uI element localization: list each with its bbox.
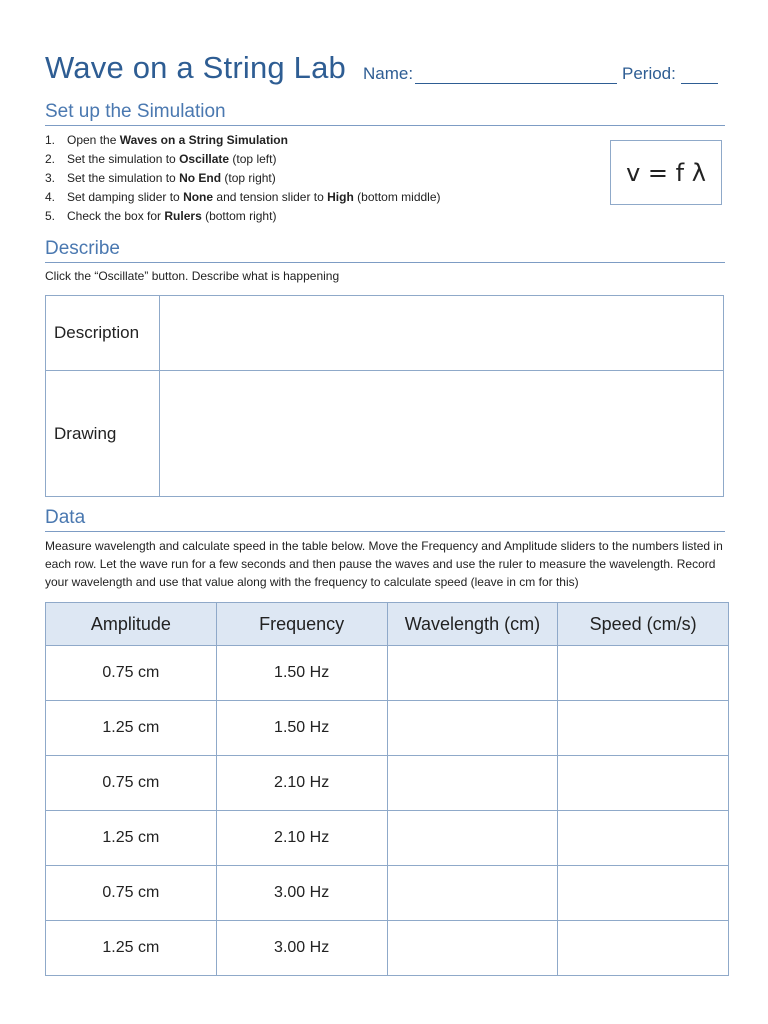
wavelength-cell[interactable] xyxy=(387,866,558,921)
frequency-cell: 2.10 Hz xyxy=(216,811,387,866)
drawing-label: Drawing xyxy=(46,371,160,497)
table-row xyxy=(46,646,729,701)
speed-cell[interactable] xyxy=(558,811,729,866)
frequency-cell: 3.00 Hz xyxy=(216,866,387,921)
wave-speed-formula: v = f λ xyxy=(610,140,722,205)
column-header-amplitude: Amplitude xyxy=(46,603,217,646)
frequency-cell: 1.50 Hz xyxy=(216,701,387,756)
describe-heading: Describe xyxy=(45,238,725,263)
column-header-wavelength: Wavelength (cm) xyxy=(387,603,558,646)
description-answer-cell[interactable] xyxy=(160,296,724,371)
describe-instruction: Click the “Oscillate” button. Describe what is happening xyxy=(45,269,340,283)
amplitude-cell: 0.75 cm xyxy=(46,646,217,701)
drawing-answer-cell[interactable] xyxy=(160,371,724,497)
period-blank[interactable] xyxy=(681,83,718,84)
table-row xyxy=(46,756,729,811)
step-item: 1. Open the Waves on a String Simulation xyxy=(45,133,288,147)
name-blank[interactable] xyxy=(415,83,617,84)
frequency-cell: 1.50 Hz xyxy=(216,646,387,701)
amplitude-cell: 0.75 cm xyxy=(46,866,217,921)
data-instruction: Measure wavelength and calculate speed in the table below. Move the Frequency and Amplitude sliders to the numbers listed in each row. Let the wave run for a few seconds and then pause the waves and use the ruler to measure the wavelength. Record your wavelength and use that value along with the frequency to calculate speed (leave in cm for this) xyxy=(45,539,723,589)
step-item: 5. Check the box for Rulers (bottom right) xyxy=(45,209,277,223)
amplitude-cell: 1.25 cm xyxy=(46,811,217,866)
description-row xyxy=(46,296,724,371)
speed-cell[interactable] xyxy=(558,921,729,976)
table-header-row xyxy=(46,603,729,646)
describe-table xyxy=(45,295,724,497)
amplitude-cell: 1.25 cm xyxy=(46,701,217,756)
title-row xyxy=(45,50,725,90)
wavelength-cell[interactable] xyxy=(387,811,558,866)
amplitude-cell: 1.25 cm xyxy=(46,921,217,976)
column-header-speed: Speed (cm/s) xyxy=(558,603,729,646)
column-header-frequency: Frequency xyxy=(216,603,387,646)
table-row xyxy=(46,866,729,921)
data-table xyxy=(45,602,729,976)
frequency-cell: 3.00 Hz xyxy=(216,921,387,976)
wavelength-cell[interactable] xyxy=(387,921,558,976)
table-row xyxy=(46,701,729,756)
wavelength-cell[interactable] xyxy=(387,646,558,701)
speed-cell[interactable] xyxy=(558,866,729,921)
name-label: Name: xyxy=(363,64,414,83)
wavelength-cell[interactable] xyxy=(387,756,558,811)
step-item: 4. Set damping slider to None and tension slider to High (bottom middle) xyxy=(45,190,441,204)
speed-cell[interactable] xyxy=(558,701,729,756)
step-item: 3. Set the simulation to No End (top right) xyxy=(45,171,276,185)
amplitude-cell: 0.75 cm xyxy=(46,756,217,811)
wavelength-cell[interactable] xyxy=(387,701,558,756)
setup-heading: Set up the Simulation xyxy=(45,101,725,126)
table-row xyxy=(46,811,729,866)
page-title: Wave on a String Lab xyxy=(45,50,346,85)
description-label: Description xyxy=(46,296,160,371)
data-heading: Data xyxy=(45,507,725,532)
period-label: Period: xyxy=(622,64,676,83)
drawing-row xyxy=(46,371,724,497)
setup-steps xyxy=(45,131,441,226)
step-item: 2. Set the simulation to Oscillate (top left) xyxy=(45,152,277,166)
frequency-cell: 2.10 Hz xyxy=(216,756,387,811)
speed-cell[interactable] xyxy=(558,756,729,811)
table-row xyxy=(46,921,729,976)
speed-cell[interactable] xyxy=(558,646,729,701)
